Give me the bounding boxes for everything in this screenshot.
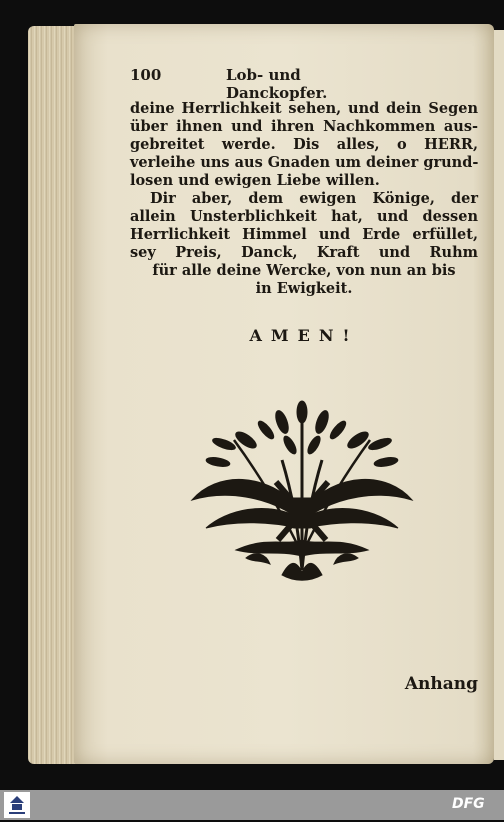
text-line: allein Unsterblichkeit hat, und dessen	[130, 208, 478, 225]
text-line: über ihnen und ihren Nachkommen aus-	[130, 118, 478, 135]
text-line: Dir aber, dem ewigen Könige, der	[150, 190, 478, 207]
dfg-logo[interactable]: DFG	[452, 796, 485, 812]
body-text	[130, 100, 478, 298]
page-number: 100	[130, 66, 162, 84]
text-line: losen und ewigen Liebe willen.	[130, 172, 380, 189]
text-line: deine Herrlichkeit sehen, und dein Segen	[130, 100, 478, 117]
viewer-footer-bar	[0, 790, 504, 820]
running-head	[130, 66, 396, 102]
text-line: gebreitet werde. Dis alles, o HERR,	[130, 136, 478, 153]
running-title: Lob- und Danckopfer.	[226, 66, 328, 102]
text-line: sey Preis, Danck, Kraft und Ruhm	[130, 244, 478, 261]
text-line: Herrlichkeit Himmel und Erde erfüllet,	[130, 226, 478, 243]
amen-line: AMEN!	[249, 326, 359, 345]
text-line: für alle deine Wercke, von nun an bis	[152, 262, 456, 279]
text-line: verleihe uns aus Gnaden um deiner grund-	[130, 154, 479, 171]
library-logo-icon[interactable]	[4, 792, 30, 818]
page-edges	[28, 26, 76, 764]
floral-vignette-ornament	[186, 400, 418, 585]
facing-page-edge	[494, 30, 504, 760]
text-line: in Ewigkeit.	[255, 280, 353, 297]
catchword: Anhang	[404, 674, 478, 694]
